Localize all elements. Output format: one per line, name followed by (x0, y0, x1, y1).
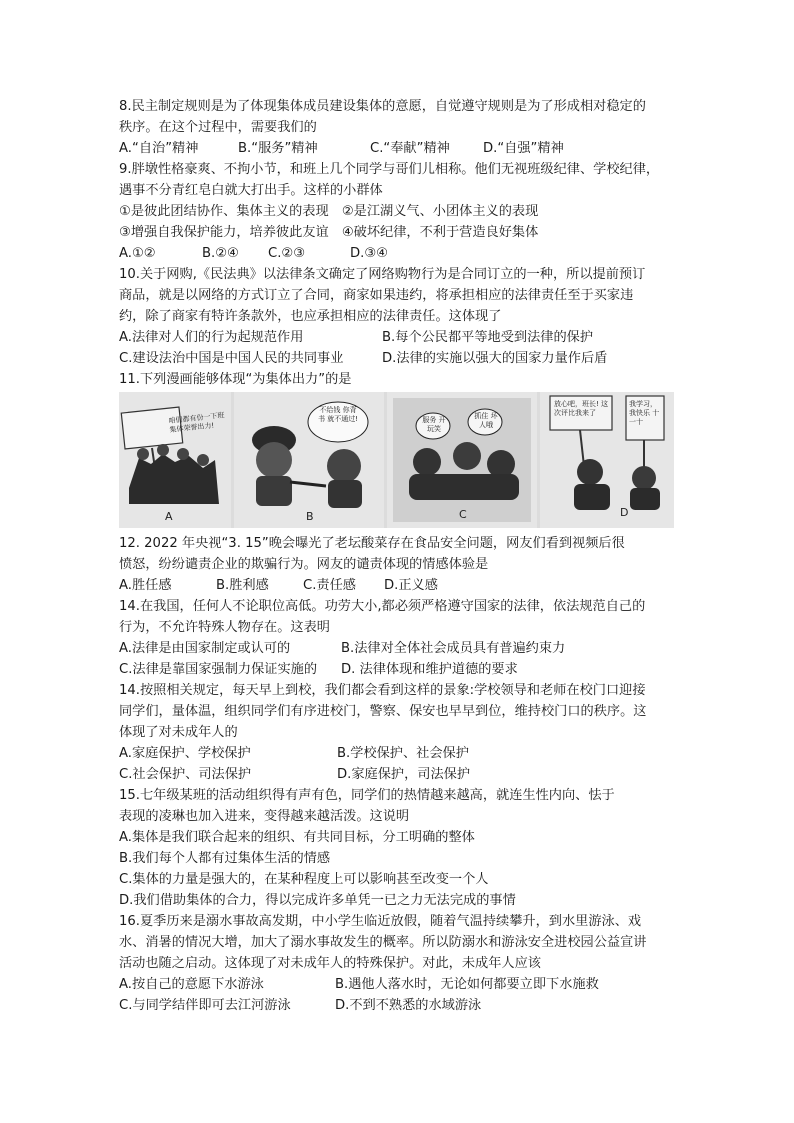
option-b: B.遇他人落水时，无论如何都要立即下水施救 (335, 977, 599, 992)
question-text: 8.民主制定规则是为了体现集体成员建设集体的意愿，自觉遵守规则是为了形成相对稳定的 (119, 99, 646, 114)
statement-line: ①是彼此团结协作、集体主义的表现 ②是江湖义气、小团体主义的表现 (119, 204, 539, 219)
option-d: D.我们借助集体的合力，得以完成许多单凭一已之力无法完成的事情 (119, 893, 516, 908)
question-text: 同学们，量体温，组织同学们有序进校门，警察、保安也早早到位，维持校门口的秩序。这 (119, 704, 647, 719)
options-row (119, 575, 679, 596)
option-b: B.②④ (202, 246, 239, 261)
option-c: C.与同学结伴即可去江河游泳 (119, 998, 291, 1013)
options-row (119, 995, 679, 1016)
option-b: B.学校保护、社会保护 (337, 746, 469, 761)
option-a: A.胜任感 (119, 578, 172, 593)
option-a: A.家庭保护、学校保护 (119, 746, 251, 761)
option-b: B.法律对全体社会成员具有普遍约束力 (341, 641, 566, 656)
option-a: A.①② (119, 246, 156, 261)
option-c: C.“奉献”精神 (370, 141, 450, 156)
option-c: C.社会保护、司法保护 (119, 767, 252, 782)
options-row (119, 764, 679, 785)
question-15 (119, 785, 679, 911)
question-text: 体现了对未成年人的 (119, 725, 238, 740)
statement-line: ③增强自我保护能力，培养彼此友谊 ④破坏纪律，不利于营造良好集体 (119, 225, 539, 240)
option-d: D.③④ (350, 246, 388, 261)
question-text: 12. 2022 年央视“3. 15”晚会曝光了老坛酸菜存在食品安全问题，网友们看到视频后很 (119, 536, 625, 551)
comic-panel-b (234, 392, 384, 528)
comic-panel-a (119, 392, 231, 528)
comic-c-bubble-1: 服务 开玩笑 (422, 416, 446, 433)
options-row (119, 138, 679, 159)
question-text: 表现的凌琳也加入进来，变得越来越活泼。这说明 (119, 809, 410, 824)
question-text: 活动也随之启动。这体现了对未成年人的特殊保护。对此，未成年人应该 (119, 956, 541, 971)
option-d: D.法律的实施以强大的国家力量作后盾 (382, 351, 608, 366)
comic-label-c: C (459, 508, 467, 521)
comic-d-sign-2: 我学习，我快乐 十一十 (629, 400, 660, 426)
options-row (119, 659, 679, 680)
question-14-b (119, 680, 679, 785)
question-8 (119, 96, 679, 159)
options-row (119, 243, 679, 264)
comic-d-sign-1: 放心吧，班长! 这次评比我来了 (554, 400, 609, 417)
option-a: A.按自己的意愿下水游泳 (119, 977, 264, 992)
question-text: 商品，就是以网络的方式订立了合同，商家如果违约，将承担相应的法律责任至于买家违 (119, 288, 634, 303)
comic-panel-d (540, 392, 674, 528)
option-b: B.我们每个人都有过集体生活的情感 (119, 851, 331, 866)
comic-label-a: A (165, 510, 173, 523)
question-text: 遇事不分青红皂白就大打出手。这样的小群体 (119, 183, 383, 198)
comic-label-d: D (620, 506, 629, 519)
question-text: 14.在我国，任何人不论职位高低。功劳大小,都必须严格遵守国家的法律，依法规范自己的 (119, 599, 646, 614)
option-d: D.不到不熟悉的水域游泳 (335, 998, 482, 1013)
question-9 (119, 159, 679, 264)
question-text: 9.胖墩性格豪爽、不拘小节，和班上几个同学与哥们儿相称。他们无视班级纪律、学校纪律， (119, 162, 660, 177)
question-text: 16.夏季历来是溺水事故高发期，中小学生临近放假，随着气温持续攀升，到水里游泳、戏 (119, 914, 642, 929)
option-b: B.每个公民都平等地受到法律的保护 (382, 330, 594, 345)
option-c: C.建设法治中国是中国人民的共同事业 (119, 351, 344, 366)
options-row (119, 348, 679, 369)
question-text: 行为，不允许特殊人物存在。这表明 (119, 620, 330, 635)
option-a: A.法律是由国家制定或认可的 (119, 641, 291, 656)
question-16 (119, 911, 679, 1016)
comic-c-bubble-2: 抓住 坏人哦 (474, 412, 498, 429)
options-row (119, 327, 679, 348)
question-text: 水、消暑的情况大增，加大了溺水事故发生的概率。所以防溺水和游泳安全进校园公益宣讲 (119, 935, 647, 950)
comic-a-sign: 咱们都有份一下班集体荣誉出力! (168, 411, 225, 435)
comic-strip-image (119, 392, 674, 528)
question-11 (119, 369, 679, 390)
option-c: C.集体的力量是强大的，在某种程度上可以影响甚至改变一个人 (119, 872, 489, 887)
question-10 (119, 264, 679, 369)
question-14-a (119, 596, 679, 680)
comic-panel-c (387, 392, 537, 528)
question-text: 秩序。在这个过程中，需要我们的 (119, 120, 317, 135)
comic-label-b: B (306, 510, 314, 523)
option-a: A.法律对人们的行为起规范作用 (119, 330, 304, 345)
question-text: 15.七年级某班的活动组织得有声有色，同学们的热情越来越高，就连生性内向、怯于 (119, 788, 615, 803)
question-text: 约，除了商家有特许条款外，也应承担相应的法律责任。这体现了 (119, 309, 502, 324)
option-c: C.②③ (268, 246, 306, 261)
option-c: C.法律是靠国家强制力保证实施的 (119, 662, 318, 677)
question-text: 11.下列漫画能够体现“为集体出力”的是 (119, 372, 352, 387)
question-12 (119, 533, 679, 596)
question-text: 14.按照相关规定，每天早上到校，我们都会看到这样的景象:学校领导和老师在校门口迎接 (119, 683, 646, 698)
option-d: D.家庭保护，司法保护 (337, 767, 471, 782)
option-d: D.正义感 (384, 578, 438, 593)
option-b: B.“服务”精神 (238, 141, 318, 156)
options-row (119, 974, 679, 995)
option-c: C.责任感 (303, 578, 356, 593)
option-d: D.“自强”精神 (483, 141, 564, 156)
option-a: A.集体是我们联合起来的组织、有共同目标，分工明确的整体 (119, 830, 475, 845)
comic-b-bubble: 不给钱 你背书 就不通过! (317, 406, 359, 423)
option-d: D. 法律体现和维护道德的要求 (341, 662, 518, 677)
question-text: 愤怒，纷纷谴责企业的欺骗行为。网友的谴责体现的情感体验是 (119, 557, 489, 572)
question-text: 10.关于网购,《民法典》以法律条文确定了网络购物行为是合同订立的一种，所以提前预订 (119, 267, 646, 282)
options-row (119, 638, 679, 659)
options-row (119, 743, 679, 764)
option-a: A.“自治”精神 (119, 141, 199, 156)
comic-b-drawing (234, 392, 384, 528)
option-b: B.胜利感 (216, 578, 269, 593)
